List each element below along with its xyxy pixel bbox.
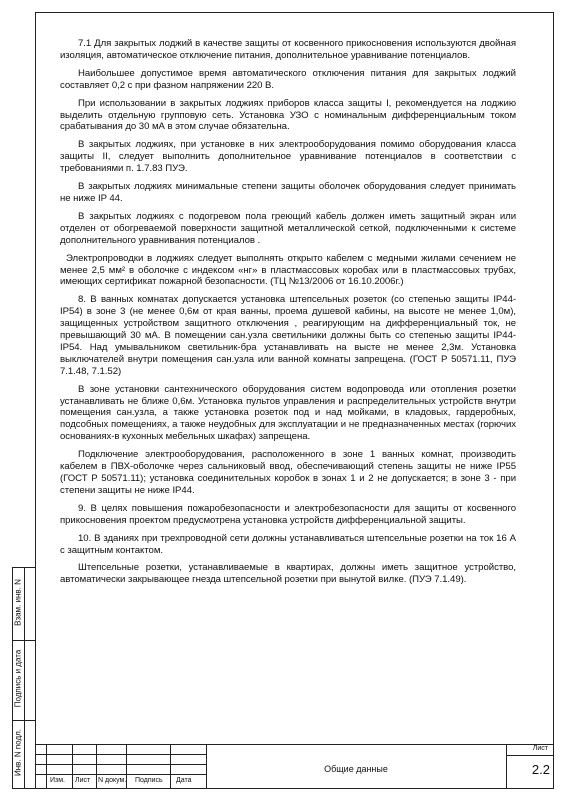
strip-label-inventory: Инв. N подл.	[13, 728, 23, 777]
title-block	[36, 744, 554, 789]
stamp-line	[36, 754, 206, 755]
stamp-title: Общие данные	[324, 764, 388, 774]
binding-strip	[12, 567, 36, 789]
sheet-number: 2.2	[531, 762, 550, 777]
paragraph: Электропроводки в лоджиях следует выполнять открыто кабелем с медными жилами сечением не менее 2,5 мм² в оболочке с индексом «нг» в пластмассовых коробах или в пластмассовых трубах, имеющих сертификат пожарной безопасности. (ТЦ №13/2006 от 16.10.2006г.)	[60, 252, 516, 288]
stamp-line	[506, 744, 507, 789]
paragraph: 10. В зданиях при трехпроводной сети должны устанавливаться штепсельные розетки на ток 16 А с защитным контактом.	[60, 532, 516, 556]
stamp-line	[72, 744, 73, 789]
paragraph: В закрытых лоджиях с подогревом пола греющий кабель должен иметь защитный экран или отделен от обогреваемой поверхности защитной металлической сеткой, подключенными к системе дополнительного уравнивания потенциалов .	[60, 210, 516, 246]
paragraph: В зоне установки сантехнического оборудования систем водопровода или отопления розетки устанавливать не ближе 0,6м. Установка пультов управления и распределительных устройств внутри помещения сан.узла, а также установка розеток под и над мойками, в кладовых, гардеробных, подсобных помещениях, а также неудобных для эксплуатации и не предназначенных местах (горючих основаниях-в кухонных мебельных шкафах) запрещена.	[60, 383, 516, 443]
paragraph: Подключение электрооборудования, расположенного в зоне 1 ванных комнат, производить кабелем в ПВХ-оболочке через сальниковый ввод, обеспечивающий степень защиты не ниже IP55 (ГОСТ Р 50571.11); установка соединительных коробок в зонах 1 и 2 не допускается; в зоне 3 - при степени защиты не ниже IP44.	[60, 449, 516, 496]
paragraph: 9. В целях повышения пожаробезопасности и электробезопасности для защиты от косвенного прикосновения проектом предусмотрена установка устройств дифференциальной защиты.	[60, 502, 516, 526]
paragraph: Штепсельные розетки, устанавливаемые в квартирах, должны иметь защитное устройство, автоматически закрывающее гнезда штепсельной розетки при вынутой вилке. (ПУЭ 7.1.49).	[60, 562, 516, 586]
stamp-line	[46, 744, 47, 789]
sheet-label: Лист	[532, 745, 548, 752]
paragraph: Наибольшее допустимое время автоматического отключения питания для закрытых лоджий составляет 0,2 с при фазном напряжении 220 В.	[60, 67, 516, 91]
strip-label-signature: Подпись и дата	[13, 649, 23, 708]
stamp-line	[96, 744, 97, 789]
stamp-col-list: Лист	[75, 777, 91, 784]
paragraph: В закрытых лоджиях, при установке в них электрооборудования помимо оборудования класса защиты II, следует выполнить дополнительное уравнивание потенциалов в соответствии с требованиями п. 1.7.83 ПУЭ.	[60, 139, 516, 175]
paragraph: 8. В ванных комнатах допускается установка штепсельных розеток (со степенью защиты IP44-IP54) в зоне 3 (не менее 0,6м от края ванны, проема душевой кабины, на высоте не менее 1,0м), защищенных устройством защитного отключения , реагирующим на дифференциальный ток, не превышающий 30 мА. В помещении сан.узла светильники должны быть со степенью защиты IP44-IP54. Над умывальником светильник-бра устанавливать на высте не менее 2,3м. Установка выключателей внутри помещения сан.узла или ванной комнаты запрещена. (ГОСТ Р 50571.11, ПУЭ 7.1.48, 7.1.52)	[60, 294, 516, 377]
stamp-line	[36, 744, 554, 745]
strip-label-replacement: Взам. инв. N	[13, 579, 23, 626]
stamp-line	[36, 774, 206, 775]
paragraph: В закрытых лоджиях минимальные степени защиты оболочек оборудования следует принимать не ниже IP 44.	[60, 181, 516, 204]
stamp-line	[170, 744, 171, 789]
stamp-col-izm: Изм.	[50, 777, 65, 784]
stamp-col-doc: N докум.	[98, 777, 127, 784]
document-body	[60, 38, 516, 592]
paragraph: При использовании в закрытых лоджиях приборов класса защиты I, рекомендуется на лоджию выделить отдельную групповую сеть. Установка УЗО с номинальным дифференциальным током срабатывания до 30 мА в этом случае обязательна.	[60, 97, 516, 133]
paragraph: 7.1 Для закрытых лоджий в качестве защиты от косвенного прикосновения используются двойная изоляция, автоматическое отключение питания, дополнительное уравнивание потенциалов.	[60, 38, 516, 61]
stamp-line	[36, 764, 206, 765]
stamp-line	[506, 755, 554, 756]
stamp-col-date: Дата	[176, 777, 192, 784]
stamp-col-sign: Подпись	[135, 777, 163, 784]
